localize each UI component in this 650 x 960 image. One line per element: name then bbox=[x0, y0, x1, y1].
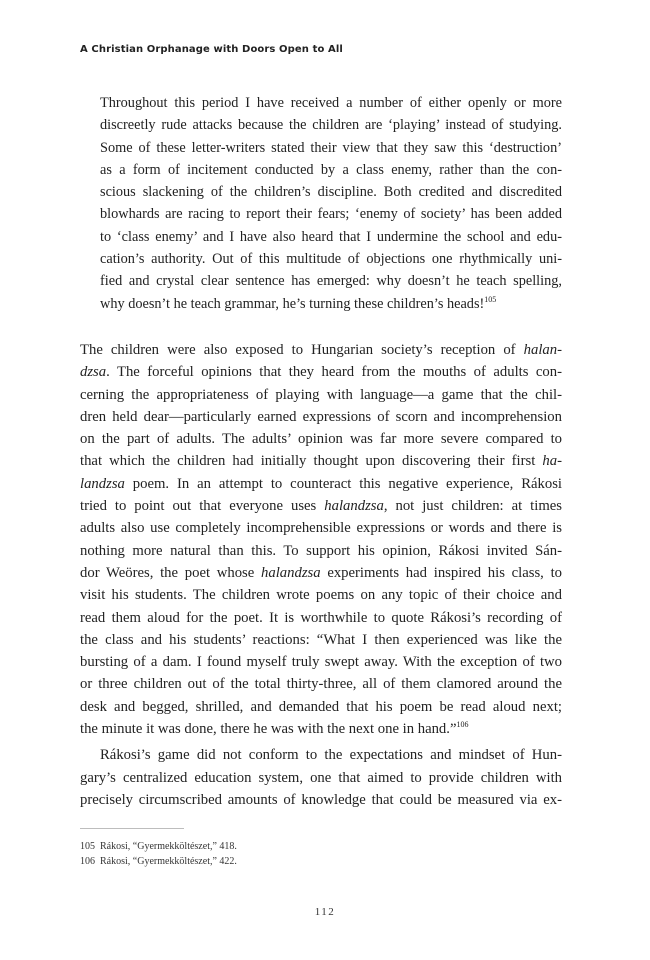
footnote-text: Rákosi, “Gyermekköltészet,” 422. bbox=[100, 856, 237, 867]
paragraph-line: bursting of a dam. I found myself truly swept away. With the exception of two bbox=[80, 654, 562, 671]
quote-line: to ‘class enemy’ and I have also heard that I undermine the school and edu- bbox=[100, 228, 562, 245]
footnote bbox=[80, 854, 237, 869]
quote-line: why doesn’t he teach grammar, he’s turning these children’s heads!$^{105}$ bbox=[100, 294, 497, 312]
running-head: A Christian Orphanage with Doors Open to All bbox=[80, 44, 343, 55]
footnote-ref-105: 105 bbox=[484, 294, 497, 304]
page-number: 112 bbox=[314, 906, 336, 918]
quote-line: blowhards are racing to report their fears; ‘enemy of society’ has been added bbox=[100, 206, 562, 223]
body-text bbox=[80, 92, 562, 811]
paragraph-line: cerning the appropriateness of playing with language—a game that the chil- bbox=[80, 386, 562, 403]
paragraph-line: tried to point out that everyone uses halandzsa, not just children: at times bbox=[80, 498, 562, 515]
paragraph-line: the minute it was done, there he was with the next one in hand.”$^{106}$ bbox=[80, 720, 469, 738]
paragraph-line: on the part of adults. The adults’ opinion was far more severe compared to bbox=[80, 431, 562, 448]
quote-line: scious slackening of the children’s discipline. Both credited and discredited bbox=[100, 184, 562, 201]
paragraph bbox=[80, 744, 562, 766]
paragraph-line: or three children out of the total thirty-three, all of them clamored around the bbox=[80, 676, 562, 693]
block-quote bbox=[100, 92, 562, 315]
quote-line: as a form of incitement conducted by a class enemy, rather than the con- bbox=[100, 161, 562, 178]
quote-line: fied and crystal clear sentence has emerged: why doesn’t he teach spelling, bbox=[100, 273, 562, 290]
paragraph-continued bbox=[80, 767, 562, 812]
paragraph-line: that which the children had initially thought upon discovering their first ha- bbox=[80, 453, 562, 470]
paragraph-line: landzsa poem. In an attempt to counteract this negative experience, Rákosi bbox=[80, 475, 562, 492]
paragraph-line: Rákosi’s game did not conform to the expectations and mindset of Hun- bbox=[100, 747, 562, 764]
paragraph-line: desk and begged, shrilled, and demanded that his poem be read aloud next; bbox=[80, 698, 562, 715]
paragraph-line: visit his students. The children wrote poems on any topic of their choice and bbox=[80, 587, 562, 604]
footnote-text: Rákosi, “Gyermekköltészet,” 418. bbox=[100, 841, 237, 852]
paragraph-line: adults also use completely incomprehensible expressions or words and there is bbox=[80, 520, 562, 537]
footnote-divider bbox=[80, 828, 184, 829]
footnotes bbox=[80, 839, 237, 869]
footnote-number: 106 bbox=[80, 856, 95, 867]
paragraph-line: precisely circumscribed amounts of knowledge that could be measured via ex- bbox=[80, 791, 562, 808]
paragraph-line: The children were also exposed to Hungarian society’s reception of halan- bbox=[80, 341, 562, 358]
footnote bbox=[80, 839, 237, 854]
paragraph-line: the class and his students’ reactions: “What I then experienced was like the bbox=[80, 631, 562, 648]
paragraph-line: read them aloud for the poet. It is worthwhile to quote Rákosi’s recording of bbox=[80, 609, 562, 626]
paragraph-line: gary’s centralized education system, one that aimed to provide children with bbox=[80, 769, 562, 786]
paragraph bbox=[80, 339, 562, 740]
paragraph-line: nothing more natural than this. To support his opinion, Rákosi invited Sán- bbox=[80, 542, 562, 559]
paragraph-line: dren held dear—particularly earned expressions of scorn and incomprehension bbox=[80, 408, 562, 425]
paragraph-line: dzsa. The forceful opinions that they heard from the mouths of adults con- bbox=[80, 364, 562, 381]
quote-line: Some of these letter-writers stated their view that they saw this ‘destruction’ bbox=[100, 139, 562, 156]
footnote-number: 105 bbox=[80, 841, 95, 852]
paragraph-line: dor Weöres, the poet whose halandzsa experiments had inspired his class, to bbox=[80, 564, 562, 581]
quote-line: discreetly rude attacks because the children are ‘playing’ instead of studying. bbox=[100, 117, 562, 134]
footnote-ref-106: 106 bbox=[456, 720, 469, 730]
quote-line: cation’s authority. Out of this multitude of objections one rhythmically uni- bbox=[100, 251, 562, 268]
quote-line: Throughout this period I have received a number of either openly or more bbox=[100, 95, 562, 111]
